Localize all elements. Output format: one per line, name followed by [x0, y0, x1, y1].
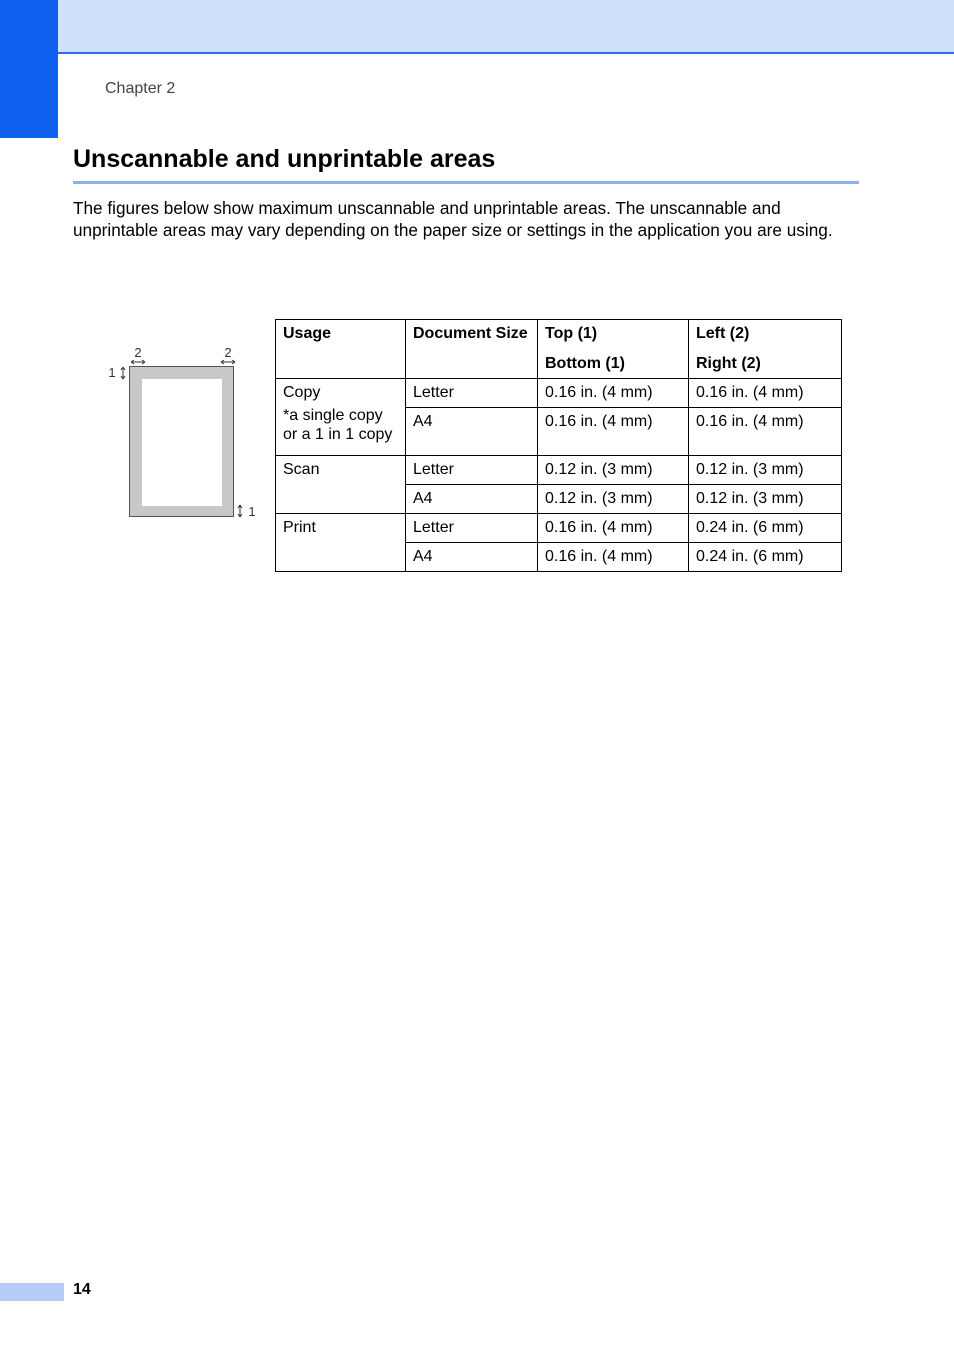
header-bottom: Bottom (1) [545, 355, 625, 372]
size-cell: A4 [406, 485, 538, 514]
left-right-cell: 0.12 in. (3 mm) [689, 456, 842, 485]
header-document-size: Document Size [406, 320, 538, 379]
header-right: Right (2) [696, 355, 761, 372]
header-band [0, 0, 954, 54]
top-bottom-cell: 0.16 in. (4 mm) [538, 514, 689, 543]
figure-label-top-right: 2 [224, 345, 232, 360]
arrow-left [121, 367, 125, 379]
intro-paragraph: The figures below show maximum unscannable and unprintable areas. The unscannable and unprintable areas may vary depending on the paper size or settings in the application you are using. [73, 198, 833, 240]
size-cell: A4 [406, 408, 538, 456]
left-right-cell: 0.12 in. (3 mm) [689, 485, 842, 514]
usage-label: Copy [283, 384, 321, 401]
table-row [276, 379, 842, 408]
page-number: 14 [73, 1281, 91, 1298]
size-cell: A4 [406, 543, 538, 572]
footer-bar [0, 1283, 64, 1301]
section-title: Unscannable and unprintable areas [73, 145, 496, 173]
left-right-cell: 0.24 in. (6 mm) [689, 514, 842, 543]
arrow-bottom-right [238, 505, 242, 517]
chapter-label: Chapter 2 [105, 80, 176, 97]
figure-label-bottom-right: 1 [248, 504, 256, 519]
size-cell: Letter [406, 456, 538, 485]
table-header-row [276, 320, 842, 379]
arrow-top-left [131, 360, 145, 364]
top-bottom-cell: 0.16 in. (4 mm) [538, 379, 689, 408]
usage-cell [276, 379, 406, 456]
top-bottom-cell: 0.16 in. (4 mm) [538, 543, 689, 572]
unscannable-areas-table [275, 319, 842, 572]
top-bottom-cell: 0.12 in. (3 mm) [538, 485, 689, 514]
size-cell: Letter [406, 514, 538, 543]
size-cell: Letter [406, 379, 538, 408]
figure-label-left: 1 [108, 365, 116, 380]
header-usage: Usage [276, 320, 406, 379]
table-row [276, 514, 842, 543]
header-left: Left (2) [696, 325, 750, 342]
table-row [276, 456, 842, 485]
usage-cell: Scan [276, 456, 406, 514]
top-bottom-cell: 0.16 in. (4 mm) [538, 408, 689, 456]
header-top-bottom [538, 320, 689, 379]
unprintable-area-figure [100, 338, 270, 528]
header-left-right [689, 320, 842, 379]
header-top: Top (1) [545, 325, 598, 342]
figure-label-top-left: 2 [134, 345, 142, 360]
printable-area [142, 379, 222, 506]
title-rule [73, 181, 859, 184]
left-right-cell: 0.16 in. (4 mm) [689, 408, 842, 456]
usage-cell: Print [276, 514, 406, 572]
arrow-top-right [221, 360, 235, 364]
chapter-tab [0, 0, 58, 138]
usage-note: *a single copy or a 1 in 1 copy [283, 407, 393, 443]
left-right-cell: 0.16 in. (4 mm) [689, 379, 842, 408]
left-right-cell: 0.24 in. (6 mm) [689, 543, 842, 572]
top-bottom-cell: 0.12 in. (3 mm) [538, 456, 689, 485]
